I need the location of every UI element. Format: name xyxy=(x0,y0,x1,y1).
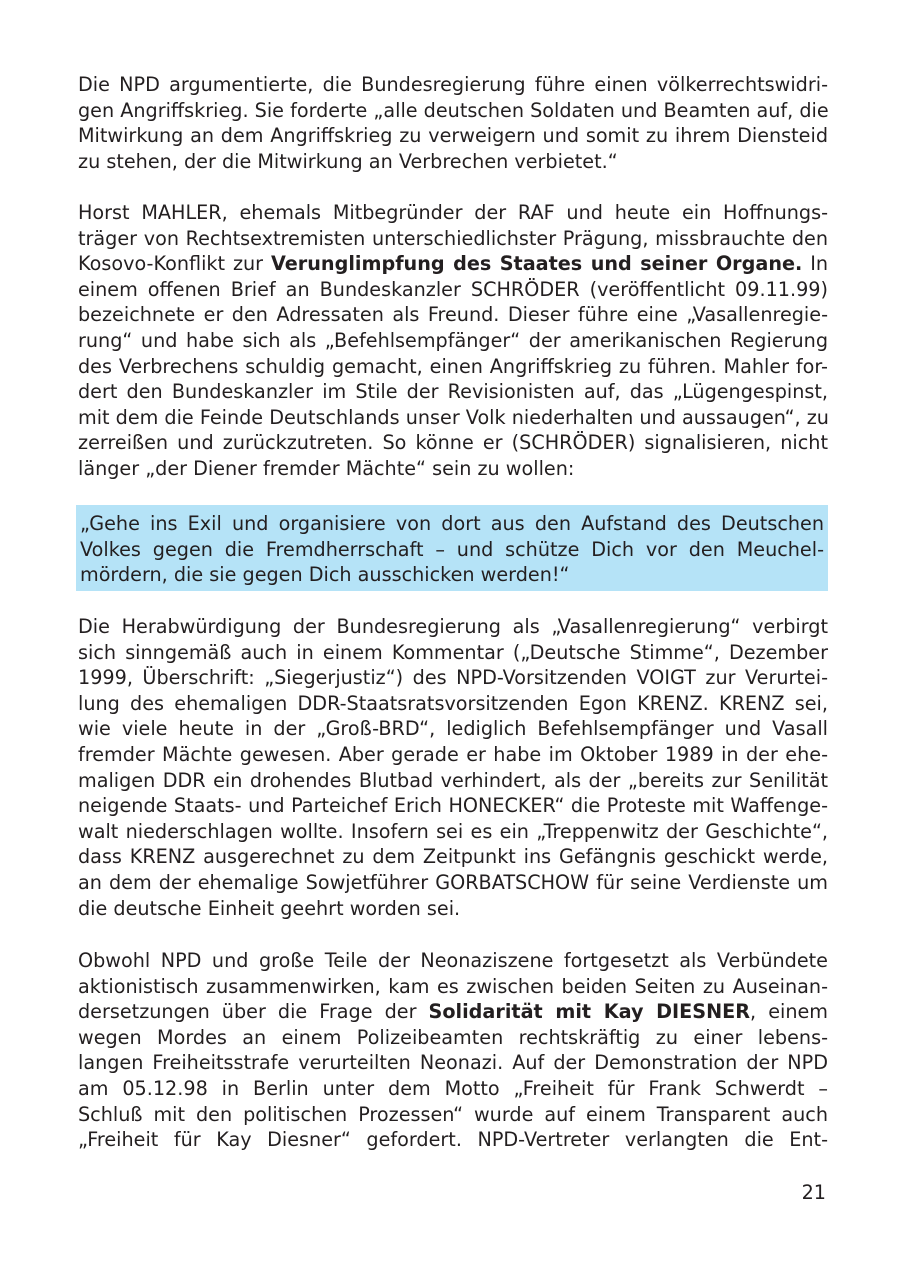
text-line: mördern, die sie gegen Dich ausschicken werden!“ xyxy=(80,563,570,587)
text-line: Die NPD argumentierte, die Bundesregierung führe einen völkerrechtswidri- xyxy=(78,73,828,96)
text-line: „Gehe ins Exil und organisiere von dort aus den Aufstand des Deutschen xyxy=(80,512,824,535)
text-line: Schluß mit den politischen Prozessen“ wurde auf einem Transparent auch xyxy=(78,1102,828,1126)
text-line: maligen DDR ein drohendes Blutbad verhindert, als der „bereits zur Senilität xyxy=(78,768,828,792)
text-line: Volkes gegen die Fremdherrschaft – und schütze Dich vor den Meuchel- xyxy=(80,537,824,561)
page-number: 21 xyxy=(801,1181,826,1204)
text-run: dersetzungen über die Frage der xyxy=(78,1000,429,1024)
text-line: dert den Bundeskanzler im Stile der Revisionisten auf, das „Lügengespinst, xyxy=(78,380,828,404)
text-run: Kosovo-Konflikt zur xyxy=(78,252,271,276)
paragraph-5 xyxy=(78,948,828,1153)
quote-paragraph xyxy=(80,511,824,588)
text-line: sich sinngemäß auch in einem Kommentar („Deutsche Stimme“, Dezember xyxy=(78,640,828,664)
text-line: „Freiheit für Kay Diesner“ gefordert. NPD-Vertreter verlangten die Ent- xyxy=(78,1128,828,1152)
text-line: Horst MAHLER, ehemals Mitbegründer der RAF und heute ein Hoffnungs- xyxy=(78,201,828,224)
text-run: , einem xyxy=(750,1000,828,1024)
bold-emphasis: Solidarität mit Kay DIESNER xyxy=(428,1000,751,1024)
text-line: bezeichnete er den Adressaten als Freund. Dieser führe eine „Vasallenregie- xyxy=(78,303,828,327)
bold-emphasis: Verunglimpfung des Staates und seiner Organe. xyxy=(270,252,803,276)
text-line: an dem der ehemalige Sowjetführer GORBATSCHOW für seine Verdienste um xyxy=(78,870,828,894)
paragraph-4 xyxy=(78,614,828,921)
text-line: langen Freiheitsstrafe verurteilten Neonazi. Auf der Demonstration der NPD xyxy=(78,1051,828,1075)
text-line: des Verbrechens schuldig gemacht, einen Angriffskrieg zu führen. Mahler for- xyxy=(78,354,828,378)
text-line: wegen Mordes an einem Polizeibeamten rechtskräftig zu einer lebens- xyxy=(78,1025,828,1049)
text-line: fremder Mächte gewesen. Aber gerade er habe im Oktober 1989 in der ehe- xyxy=(78,742,828,766)
text-line: zerreißen und zurückzutreten. So könne er (SCHRÖDER) signalisieren, nicht xyxy=(78,431,828,455)
text-line: mit dem die Feinde Deutschlands unser Volk niederhalten und aussaugen“, zu xyxy=(78,405,829,429)
text-line: lung des ehemaligen DDR-Staatsratsvorsitzenden Egon KRENZ. KRENZ sei, xyxy=(78,691,828,715)
paragraph-2 xyxy=(78,200,828,482)
text-line: Die Herabwürdigung der Bundesregierung als „Vasallenregierung“ verbirgt xyxy=(78,615,828,638)
text-run: In xyxy=(802,252,829,276)
text-line: einem offenen Brief an Bundeskanzler SCHRÖDER (veröffentlicht 09.11.99) xyxy=(78,277,828,301)
text-line: Mitwirkung an dem Angriffskrieg zu verweigern und somit zu ihrem Diensteid xyxy=(78,124,828,148)
text-line: rung“ und habe sich als „Befehlsempfänger“ der amerikanischen Regierung xyxy=(78,328,828,352)
text-line-with-emphasis xyxy=(78,999,828,1025)
text-line: neigende Staats- und Parteichef Erich HONECKER“ die Proteste mit Waffenge- xyxy=(78,794,828,818)
text-line: länger „der Diener fremder Mächte“ sein zu wollen: xyxy=(78,456,575,480)
text-line: 1999, Überschrift: „Siegerjustiz“) des NPD-Vorsitzenden VOIGT zur Verurtei- xyxy=(78,666,828,690)
text-line-with-emphasis xyxy=(78,251,828,277)
paragraph-1 xyxy=(78,72,828,174)
text-line: dass KRENZ ausgerechnet zu dem Zeitpunkt ins Gefängnis geschickt werde, xyxy=(78,845,828,869)
text-line: am 05.12.98 in Berlin unter dem Motto „Freiheit für Frank Schwerdt – xyxy=(78,1076,828,1100)
text-line: wie viele heute in der „Groß-BRD“, lediglich Befehlsempfänger und Vasall xyxy=(78,717,828,741)
text-line: die deutsche Einheit geehrt worden sei. xyxy=(78,896,461,920)
text-line: aktionistisch zusammenwirken, kam es zwischen beiden Seiten zu Auseinan- xyxy=(78,974,828,998)
text-line: zu stehen, der die Mitwirkung an Verbrechen verbietet.“ xyxy=(78,149,618,173)
text-line: walt niederschlagen wollte. Insofern sei es ein „Treppenwitz der Geschichte“, xyxy=(78,819,828,843)
text-line: Obwohl NPD und große Teile der Neonaziszene fortgesetzt als Verbündete xyxy=(78,949,828,972)
text-line: träger von Rechtsextremisten unterschiedlichster Prägung, missbrauchte den xyxy=(78,226,828,250)
text-line: gen Angriffskrieg. Sie forderte „alle deutschen Soldaten und Beamten auf, die xyxy=(78,98,829,122)
